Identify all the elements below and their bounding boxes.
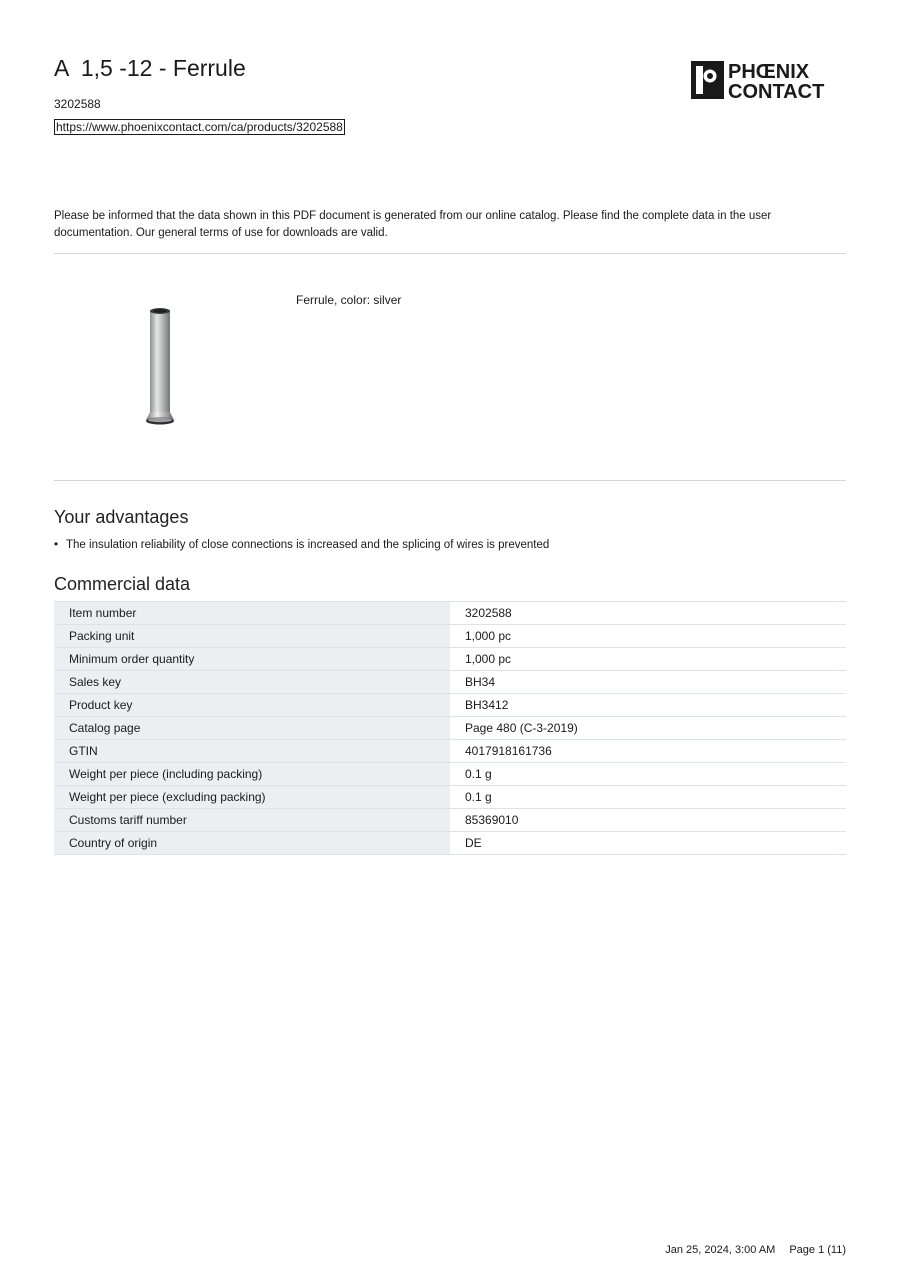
row-value: 3202588	[450, 602, 846, 625]
document-page	[54, 0, 846, 1272]
table-row	[54, 809, 846, 832]
logo-line-1: PHŒNIX	[728, 61, 810, 83]
advantages-list	[54, 539, 549, 551]
list-item: • The insulation reliability of close connections is increased and the splicing of wires is prevented	[54, 539, 549, 551]
table-row	[54, 625, 846, 648]
row-label: Weight per piece (excluding packing)	[54, 786, 450, 809]
row-label: Customs tariff number	[54, 809, 450, 832]
row-label: Weight per piece (including packing)	[54, 763, 450, 786]
commercial-data-table	[54, 601, 846, 855]
row-label: GTIN	[54, 740, 450, 763]
row-value: Page 480 (C-3-2019)	[450, 717, 846, 740]
product-description: Ferrule, color: silver	[296, 293, 402, 307]
product-url-link[interactable]: https://www.phoenixcontact.com/ca/products/3202588	[56, 120, 343, 134]
phoenix-contact-logo-icon	[690, 60, 846, 100]
item-number: 3202588	[54, 97, 101, 111]
row-label: Product key	[54, 694, 450, 717]
row-value: 4017918161736	[450, 740, 846, 763]
table-row	[54, 786, 846, 809]
row-label: Minimum order quantity	[54, 648, 450, 671]
row-label: Catalog page	[54, 717, 450, 740]
table-row	[54, 832, 846, 855]
page-title: A 1,5 -12 - Ferrule	[54, 55, 246, 81]
table-row	[54, 602, 846, 625]
table-row	[54, 763, 846, 786]
divider	[54, 253, 846, 254]
advantages-heading: Your advantages	[54, 507, 189, 527]
divider	[54, 480, 846, 481]
footer-page-number: Page 1 (11)	[789, 1244, 846, 1256]
ferrule-image	[140, 304, 180, 430]
row-value: 0.1 g	[450, 763, 846, 786]
commercial-data-heading: Commercial data	[54, 574, 191, 594]
table-row	[54, 671, 846, 694]
row-value: 0.1 g	[450, 786, 846, 809]
footer-date: Jan 25, 2024, 3:00 AM	[665, 1244, 776, 1256]
table-row	[54, 740, 846, 763]
row-label: Country of origin	[54, 832, 450, 855]
table-row	[54, 694, 846, 717]
row-label: Item number	[54, 602, 450, 625]
row-label: Packing unit	[54, 625, 450, 648]
row-label: Sales key	[54, 671, 450, 694]
row-value: 1,000 pc	[450, 648, 846, 671]
row-value: DE	[450, 832, 846, 855]
page-footer	[665, 1244, 846, 1256]
phoenix-contact-logo	[690, 60, 846, 100]
row-value: 1,000 pc	[450, 625, 846, 648]
table-row	[54, 717, 846, 740]
row-value: 85369010	[450, 809, 846, 832]
row-value: BH3412	[450, 694, 846, 717]
logo-line-2: CONTACT	[728, 81, 825, 100]
disclaimer-notice: Please be informed that the data shown in this PDF document is generated from our online catalog. Please find the complete data in the user documentation. Our general terms of use for downloads are valid.	[54, 210, 772, 239]
row-value: BH34	[450, 671, 846, 694]
table-row	[54, 648, 846, 671]
